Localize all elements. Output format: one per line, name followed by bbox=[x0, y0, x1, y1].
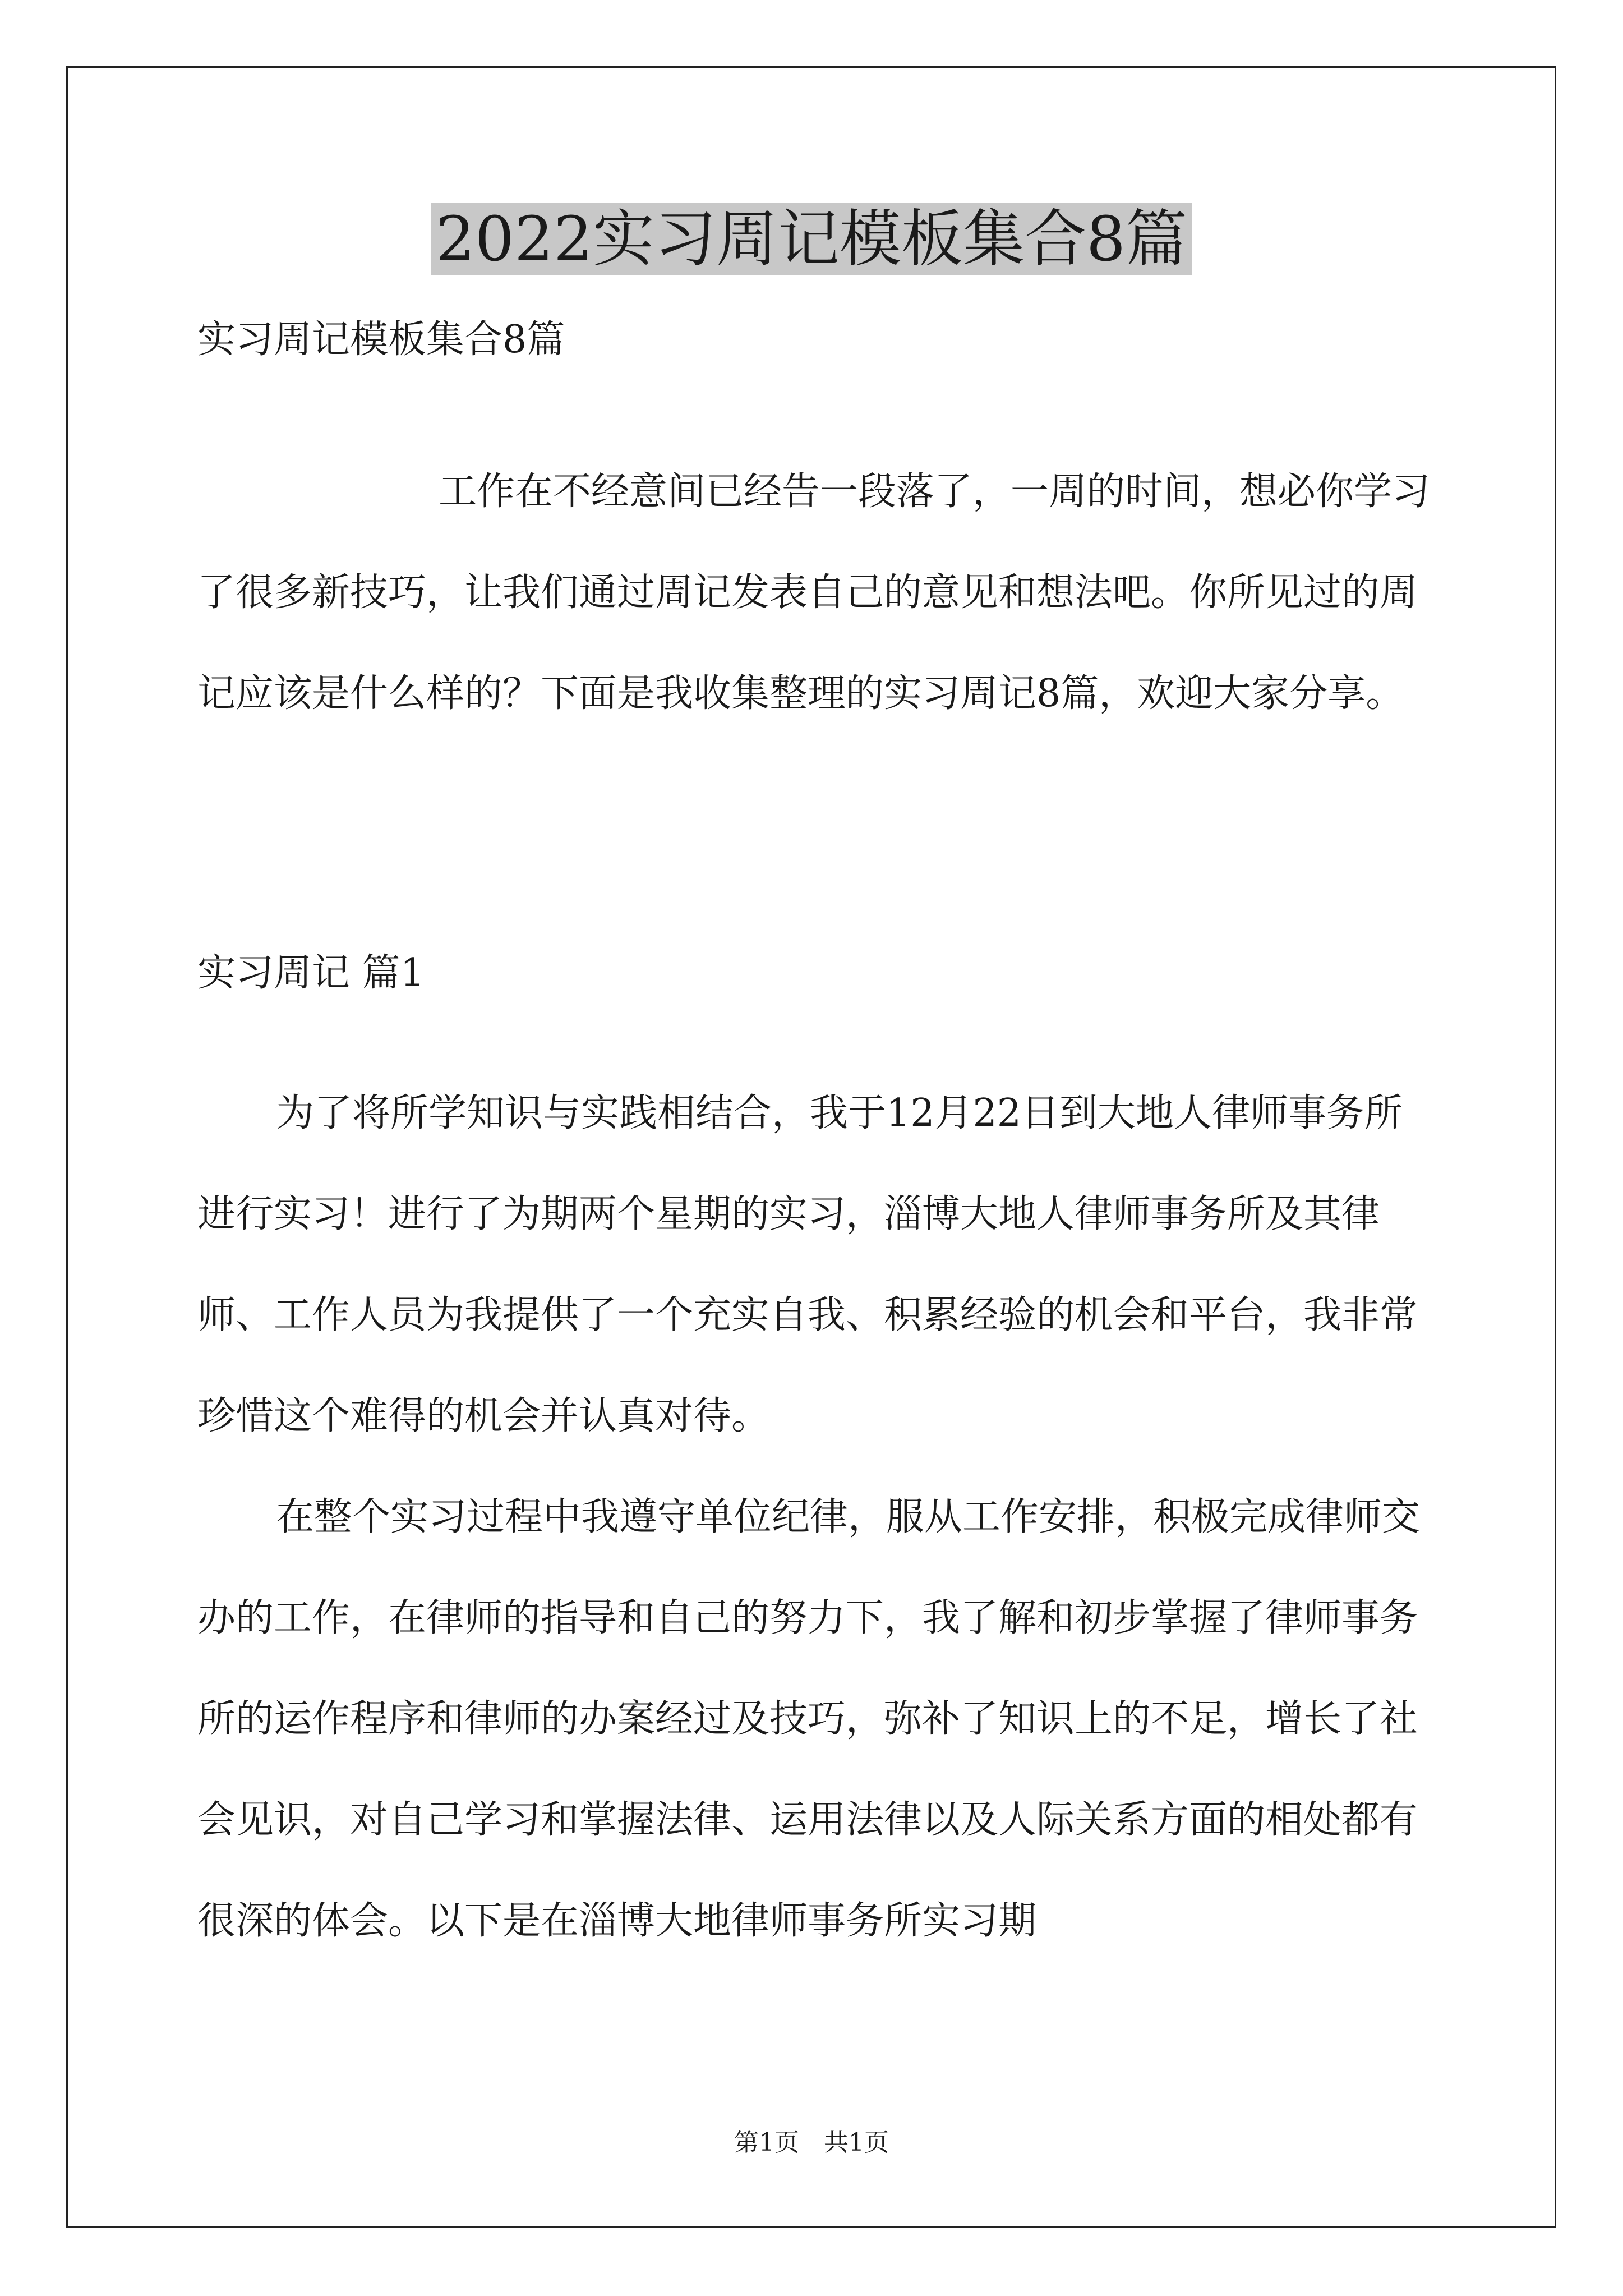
section-body bbox=[197, 1063, 1431, 1972]
section-paragraph-1: 为了将所学知识与实践相结合，我于12月22日到大地人律师事务所进行实习！进行了为期两个星期的实习，淄博大地人律师事务所及其律师、工作人员为我提供了一个充实自我、积累经验的机会和平台，我非常珍惜这个难得的机会并认真对待。 bbox=[197, 1091, 1418, 1438]
document-subtitle: 实习周记模板集合8篇 bbox=[197, 318, 565, 362]
section-title: 实习周记 篇1 bbox=[197, 951, 425, 995]
section-paragraph-2: 在整个实习过程中我遵守单位纪律，服从工作安排，积极完成律师交办的工作，在律师的指导和自己的努力下，我了解和初步掌握了律师事务所的运作程序和律师的办案经过及技巧，弥补了知识上的不足，增长了社会见识，对自己学习和掌握法律、运用法律以及人际关系方面的相处都有很深的体会。以下是在淄博大地律师事务所实习期 bbox=[197, 1495, 1421, 1943]
intro-paragraph: 工作在不经意间已经告一段落了，一周的时间，想必你学习了很多新技巧，让我们通过周记发表自己的意见和想法吧。你所见过的周记应该是什么样的？下面是我收集整理的实习周记8篇，欢迎大家分享。 bbox=[197, 470, 1431, 716]
document-title bbox=[0, 200, 1623, 278]
document-title-text: 2022实习周记模板集合8篇 bbox=[431, 203, 1192, 275]
page-footer: 第1页 共1页 bbox=[734, 2128, 889, 2157]
intro-text bbox=[197, 441, 1431, 744]
